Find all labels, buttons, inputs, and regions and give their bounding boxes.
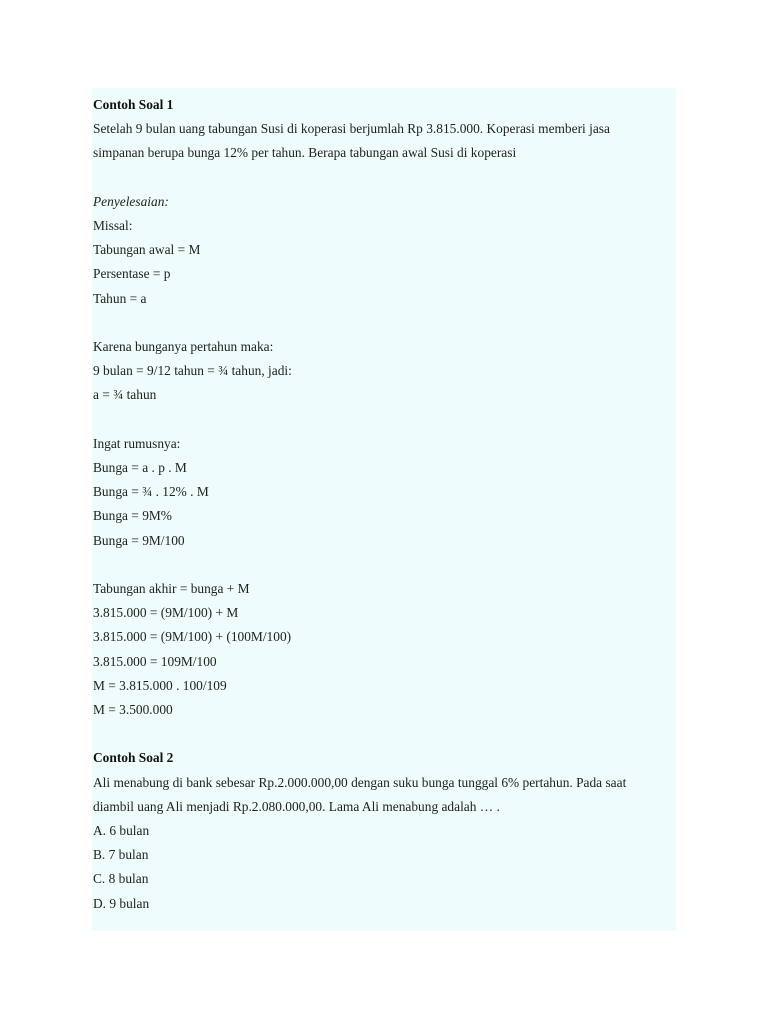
final-line: 3.815.000 = (9M/100) + M <box>93 605 239 621</box>
final-line: 3.815.000 = 109M/100 <box>93 653 217 669</box>
spacer <box>93 311 673 335</box>
step-line: Missal: <box>93 218 133 233</box>
formula-line: Bunga = 9M/100 <box>93 532 185 548</box>
option-b: B. 7 bulan <box>93 847 149 863</box>
period-line: Karena bunganya pertahun maka: <box>93 339 274 354</box>
option-c: C. 8 bulan <box>93 871 149 887</box>
option-d: D. 9 bulan <box>93 895 150 911</box>
formula-line: Bunga = 9M% <box>93 508 172 524</box>
soal-2-question-line-2: diambil uang Ali menjadi Rp.2.080.000,00. Lama Ali menabung adalah … . <box>93 798 500 814</box>
period-line: 9 bulan = 9/12 tahun = ¾ tahun, jadi: <box>93 363 292 379</box>
step-line: Persentase = p <box>93 266 171 282</box>
step-line: Tahun = a <box>93 290 147 306</box>
soal-1-question-line-2: simpanan berupa bunga 12% per tahun. Berapa tabungan awal Susi di koperasi <box>93 145 517 161</box>
document-body <box>93 93 673 916</box>
final-line: Tabungan akhir = bunga + M <box>93 581 250 596</box>
final-line: M = 3.815.000 . 100/109 <box>93 677 227 693</box>
spacer <box>93 722 673 746</box>
final-line: 3.815.000 = (9M/100) + (100M/100) <box>93 629 292 645</box>
formula-line: Bunga = a . p . M <box>93 460 187 475</box>
spacer <box>93 408 673 432</box>
period-line: a = ¾ tahun <box>93 387 157 403</box>
soal-1-question-line-1: Setelah 9 bulan uang tabungan Susi di koperasi berjumlah Rp 3.815.000. Koperasi memberi jasa <box>93 121 610 137</box>
spacer <box>93 553 673 577</box>
option-a: A. 6 bulan <box>93 823 150 839</box>
spacer <box>93 166 673 190</box>
soal-2-title: Contoh Soal 2 <box>93 750 174 766</box>
formula-line: Ingat rumusnya: <box>93 435 181 451</box>
step-line: Tabungan awal = M <box>93 242 201 258</box>
soal-2-question-line-1: Ali menabung di bank sebesar Rp.2.000.000,00 dengan suku bunga tunggal 6% pertahun. Pada saat <box>93 774 627 790</box>
solution-label: Penyelesaian: <box>93 193 169 209</box>
formula-line: Bunga = ¾ . 12% . M <box>93 484 209 500</box>
soal-1-title: Contoh Soal 1 <box>93 97 174 112</box>
final-answer: M = 3.500.000 <box>93 702 173 718</box>
